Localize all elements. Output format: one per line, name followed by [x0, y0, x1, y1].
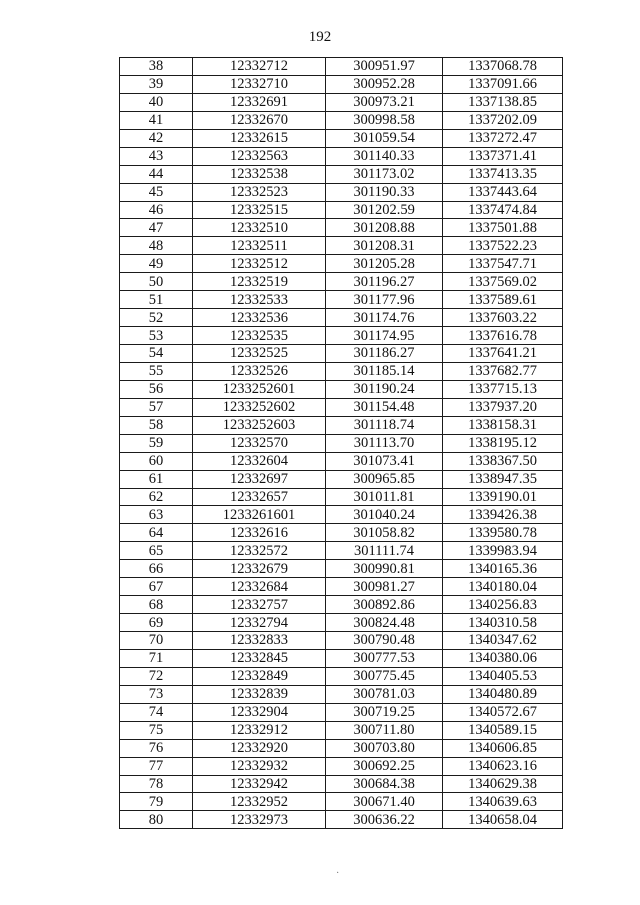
y-coordinate-cell: 1337682.77 — [443, 362, 563, 380]
point-id-cell: 12332912 — [193, 721, 326, 739]
table-row — [120, 542, 563, 560]
point-number-cell: 48 — [120, 237, 193, 255]
x-coordinate-cell: 300892.86 — [326, 596, 443, 614]
point-number-cell: 51 — [120, 291, 193, 309]
x-coordinate-cell: 300671.40 — [326, 793, 443, 811]
x-coordinate-cell: 301202.59 — [326, 201, 443, 219]
x-coordinate-cell: 301154.48 — [326, 398, 443, 416]
table-row — [120, 560, 563, 578]
point-number-cell: 75 — [120, 721, 193, 739]
x-coordinate-cell: 300952.28 — [326, 75, 443, 93]
point-id-cell: 12332849 — [193, 667, 326, 685]
point-number-cell: 39 — [120, 75, 193, 93]
x-coordinate-cell: 301059.54 — [326, 129, 443, 147]
point-id-cell: 1233252602 — [193, 398, 326, 416]
point-number-cell: 66 — [120, 560, 193, 578]
y-coordinate-cell: 1340589.15 — [443, 721, 563, 739]
table-row — [120, 201, 563, 219]
y-coordinate-cell: 1338195.12 — [443, 434, 563, 452]
y-coordinate-cell: 1340480.89 — [443, 685, 563, 703]
y-coordinate-cell: 1337068.78 — [443, 58, 563, 76]
y-coordinate-cell: 1339190.01 — [443, 488, 563, 506]
y-coordinate-cell: 1337522.23 — [443, 237, 563, 255]
x-coordinate-cell: 301058.82 — [326, 524, 443, 542]
point-id-cell: 12332691 — [193, 93, 326, 111]
x-coordinate-cell: 301205.28 — [326, 255, 443, 273]
point-number-cell: 63 — [120, 506, 193, 524]
point-id-cell: 12332684 — [193, 578, 326, 596]
x-coordinate-cell: 300692.25 — [326, 757, 443, 775]
point-id-cell: 12332670 — [193, 111, 326, 129]
y-coordinate-cell: 1337501.88 — [443, 219, 563, 237]
y-coordinate-cell: 1337616.78 — [443, 327, 563, 345]
table-row — [120, 398, 563, 416]
y-coordinate-cell: 1340165.36 — [443, 560, 563, 578]
point-id-cell: 12332657 — [193, 488, 326, 506]
y-coordinate-cell: 1340256.83 — [443, 596, 563, 614]
point-number-cell: 78 — [120, 775, 193, 793]
x-coordinate-cell: 300775.45 — [326, 667, 443, 685]
table-row — [120, 811, 563, 829]
point-number-cell: 50 — [120, 273, 193, 291]
point-number-cell: 57 — [120, 398, 193, 416]
table-row — [120, 291, 563, 309]
x-coordinate-cell: 301111.74 — [326, 542, 443, 560]
coordinates-table-body — [120, 58, 563, 829]
table-row — [120, 506, 563, 524]
point-number-cell: 45 — [120, 183, 193, 201]
point-id-cell: 12332794 — [193, 614, 326, 632]
y-coordinate-cell: 1339580.78 — [443, 524, 563, 542]
point-id-cell: 12332604 — [193, 452, 326, 470]
table-row — [120, 667, 563, 685]
y-coordinate-cell: 1338367.50 — [443, 452, 563, 470]
point-id-cell: 1233252603 — [193, 416, 326, 434]
point-id-cell: 1233252601 — [193, 380, 326, 398]
x-coordinate-cell: 300684.38 — [326, 775, 443, 793]
y-coordinate-cell: 1337272.47 — [443, 129, 563, 147]
x-coordinate-cell: 301073.41 — [326, 452, 443, 470]
table-row — [120, 58, 563, 76]
table-row — [120, 649, 563, 667]
point-id-cell: 12332563 — [193, 147, 326, 165]
point-id-cell: 12332757 — [193, 596, 326, 614]
point-id-cell: 12332710 — [193, 75, 326, 93]
x-coordinate-cell: 301186.27 — [326, 345, 443, 363]
table-row — [120, 775, 563, 793]
x-coordinate-cell: 301174.95 — [326, 327, 443, 345]
y-coordinate-cell: 1340606.85 — [443, 739, 563, 757]
page-number: 192 — [308, 29, 332, 45]
point-number-cell: 71 — [120, 649, 193, 667]
point-number-cell: 64 — [120, 524, 193, 542]
table-row — [120, 327, 563, 345]
point-number-cell: 41 — [120, 111, 193, 129]
point-id-cell: 12332615 — [193, 129, 326, 147]
x-coordinate-cell: 300990.81 — [326, 560, 443, 578]
table-row — [120, 416, 563, 434]
point-number-cell: 52 — [120, 309, 193, 327]
point-number-cell: 77 — [120, 757, 193, 775]
table-row — [120, 111, 563, 129]
x-coordinate-cell: 301208.88 — [326, 219, 443, 237]
y-coordinate-cell: 1338158.31 — [443, 416, 563, 434]
point-number-cell: 42 — [120, 129, 193, 147]
point-number-cell: 65 — [120, 542, 193, 560]
x-coordinate-cell: 300781.03 — [326, 685, 443, 703]
point-number-cell: 70 — [120, 632, 193, 650]
table-row — [120, 488, 563, 506]
point-id-cell: 12332932 — [193, 757, 326, 775]
y-coordinate-cell: 1339426.38 — [443, 506, 563, 524]
point-number-cell: 74 — [120, 703, 193, 721]
y-coordinate-cell: 1337715.13 — [443, 380, 563, 398]
table-row — [120, 632, 563, 650]
point-number-cell: 59 — [120, 434, 193, 452]
point-id-cell: 12332616 — [193, 524, 326, 542]
point-id-cell: 12332845 — [193, 649, 326, 667]
table-row — [120, 273, 563, 291]
x-coordinate-cell: 301208.31 — [326, 237, 443, 255]
x-coordinate-cell: 301190.24 — [326, 380, 443, 398]
point-id-cell: 12332942 — [193, 775, 326, 793]
x-coordinate-cell: 301173.02 — [326, 165, 443, 183]
y-coordinate-cell: 1337569.02 — [443, 273, 563, 291]
table-row — [120, 129, 563, 147]
y-coordinate-cell: 1340639.63 — [443, 793, 563, 811]
x-coordinate-cell: 300951.97 — [326, 58, 443, 76]
x-coordinate-cell: 301011.81 — [326, 488, 443, 506]
point-number-cell: 62 — [120, 488, 193, 506]
x-coordinate-cell: 300777.53 — [326, 649, 443, 667]
point-id-cell: 12332904 — [193, 703, 326, 721]
x-coordinate-cell: 301190.33 — [326, 183, 443, 201]
point-number-cell: 43 — [120, 147, 193, 165]
y-coordinate-cell: 1337371.41 — [443, 147, 563, 165]
table-row — [120, 757, 563, 775]
point-number-cell: 60 — [120, 452, 193, 470]
point-number-cell: 46 — [120, 201, 193, 219]
x-coordinate-cell: 300636.22 — [326, 811, 443, 829]
point-number-cell: 55 — [120, 362, 193, 380]
table-row — [120, 380, 563, 398]
point-number-cell: 56 — [120, 380, 193, 398]
x-coordinate-cell: 301196.27 — [326, 273, 443, 291]
point-number-cell: 58 — [120, 416, 193, 434]
point-id-cell: 12332536 — [193, 309, 326, 327]
y-coordinate-cell: 1337589.61 — [443, 291, 563, 309]
point-number-cell: 40 — [120, 93, 193, 111]
point-id-cell: 12332511 — [193, 237, 326, 255]
table-row — [120, 685, 563, 703]
point-id-cell: 12332833 — [193, 632, 326, 650]
point-id-cell: 12332533 — [193, 291, 326, 309]
table-row — [120, 309, 563, 327]
point-number-cell: 68 — [120, 596, 193, 614]
table-row — [120, 739, 563, 757]
x-coordinate-cell: 300981.27 — [326, 578, 443, 596]
point-id-cell: 12332839 — [193, 685, 326, 703]
x-coordinate-cell: 300824.48 — [326, 614, 443, 632]
table-row — [120, 147, 563, 165]
y-coordinate-cell: 1340347.62 — [443, 632, 563, 650]
x-coordinate-cell: 301118.74 — [326, 416, 443, 434]
point-id-cell: 12332920 — [193, 739, 326, 757]
y-coordinate-cell: 1340310.58 — [443, 614, 563, 632]
table-row — [120, 452, 563, 470]
x-coordinate-cell: 301177.96 — [326, 291, 443, 309]
x-coordinate-cell: 301174.76 — [326, 309, 443, 327]
table-row — [120, 578, 563, 596]
point-id-cell: 12332570 — [193, 434, 326, 452]
table-row — [120, 255, 563, 273]
y-coordinate-cell: 1337937.20 — [443, 398, 563, 416]
table-row — [120, 793, 563, 811]
point-id-cell: 12332538 — [193, 165, 326, 183]
x-coordinate-cell: 301140.33 — [326, 147, 443, 165]
point-number-cell: 79 — [120, 793, 193, 811]
y-coordinate-cell: 1337413.35 — [443, 165, 563, 183]
point-id-cell: 12332572 — [193, 542, 326, 560]
point-number-cell: 76 — [120, 739, 193, 757]
y-coordinate-cell: 1340629.38 — [443, 775, 563, 793]
y-coordinate-cell: 1338947.35 — [443, 470, 563, 488]
point-number-cell: 61 — [120, 470, 193, 488]
table-row — [120, 345, 563, 363]
y-coordinate-cell: 1337547.71 — [443, 255, 563, 273]
table-row — [120, 721, 563, 739]
y-coordinate-cell: 1340623.16 — [443, 757, 563, 775]
table-row — [120, 614, 563, 632]
table-row — [120, 165, 563, 183]
point-number-cell: 54 — [120, 345, 193, 363]
point-id-cell: 12332973 — [193, 811, 326, 829]
point-id-cell: 1233261601 — [193, 506, 326, 524]
point-number-cell: 69 — [120, 614, 193, 632]
x-coordinate-cell: 301185.14 — [326, 362, 443, 380]
x-coordinate-cell: 300719.25 — [326, 703, 443, 721]
y-coordinate-cell: 1337603.22 — [443, 309, 563, 327]
point-id-cell: 12332515 — [193, 201, 326, 219]
table-row — [120, 703, 563, 721]
point-id-cell: 12332535 — [193, 327, 326, 345]
table-row — [120, 237, 563, 255]
point-id-cell: 12332952 — [193, 793, 326, 811]
point-id-cell: 12332523 — [193, 183, 326, 201]
point-id-cell: 12332510 — [193, 219, 326, 237]
x-coordinate-cell: 300965.85 — [326, 470, 443, 488]
y-coordinate-cell: 1337641.21 — [443, 345, 563, 363]
table-row — [120, 183, 563, 201]
table-row — [120, 434, 563, 452]
point-number-cell: 44 — [120, 165, 193, 183]
x-coordinate-cell: 301113.70 — [326, 434, 443, 452]
point-id-cell: 12332519 — [193, 273, 326, 291]
point-id-cell: 12332526 — [193, 362, 326, 380]
x-coordinate-cell: 300998.58 — [326, 111, 443, 129]
point-number-cell: 72 — [120, 667, 193, 685]
x-coordinate-cell: 300711.80 — [326, 721, 443, 739]
y-coordinate-cell: 1337091.66 — [443, 75, 563, 93]
point-id-cell: 12332525 — [193, 345, 326, 363]
point-id-cell: 12332697 — [193, 470, 326, 488]
point-number-cell: 47 — [120, 219, 193, 237]
y-coordinate-cell: 1337443.64 — [443, 183, 563, 201]
point-id-cell: 12332679 — [193, 560, 326, 578]
table-row — [120, 219, 563, 237]
scan-speck: · — [336, 868, 340, 879]
point-number-cell: 53 — [120, 327, 193, 345]
y-coordinate-cell: 1340405.53 — [443, 667, 563, 685]
x-coordinate-cell: 300790.48 — [326, 632, 443, 650]
table-row — [120, 596, 563, 614]
point-number-cell: 38 — [120, 58, 193, 76]
y-coordinate-cell: 1337202.09 — [443, 111, 563, 129]
y-coordinate-cell: 1337138.85 — [443, 93, 563, 111]
table-row — [120, 362, 563, 380]
x-coordinate-cell: 300703.80 — [326, 739, 443, 757]
y-coordinate-cell: 1340572.67 — [443, 703, 563, 721]
table-row — [120, 93, 563, 111]
point-id-cell: 12332712 — [193, 58, 326, 76]
point-number-cell: 49 — [120, 255, 193, 273]
y-coordinate-cell: 1340658.04 — [443, 811, 563, 829]
y-coordinate-cell: 1340380.06 — [443, 649, 563, 667]
x-coordinate-cell: 301040.24 — [326, 506, 443, 524]
y-coordinate-cell: 1339983.94 — [443, 542, 563, 560]
point-number-cell: 67 — [120, 578, 193, 596]
table-row — [120, 524, 563, 542]
y-coordinate-cell: 1340180.04 — [443, 578, 563, 596]
y-coordinate-cell: 1337474.84 — [443, 201, 563, 219]
coordinates-table — [119, 57, 563, 829]
table-row — [120, 75, 563, 93]
x-coordinate-cell: 300973.21 — [326, 93, 443, 111]
point-id-cell: 12332512 — [193, 255, 326, 273]
table-row — [120, 470, 563, 488]
point-number-cell: 80 — [120, 811, 193, 829]
point-number-cell: 73 — [120, 685, 193, 703]
